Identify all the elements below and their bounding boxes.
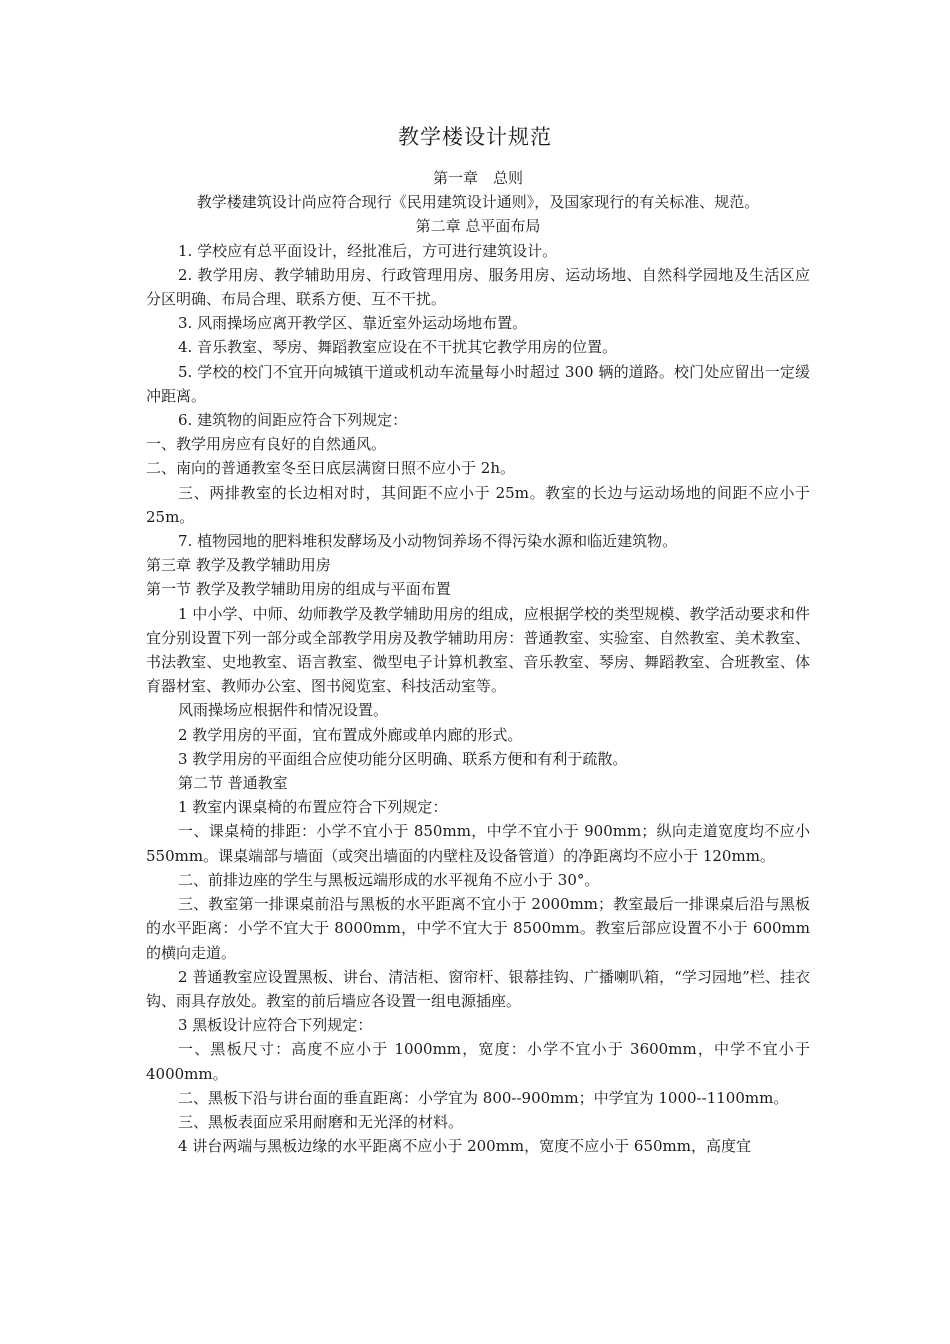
paragraph: 1. 学校应有总平面设计，经批准后，方可进行建筑设计。 — [178, 241, 558, 260]
paragraph: 7. 植物园地的肥料堆积发酵场及小动物饲养场不得污染水源和临近建筑物。 — [178, 532, 678, 551]
paragraph: 6. 建筑物的间距应符合下列规定： — [178, 411, 408, 430]
paragraph: 4. 音乐教室、琴房、舞蹈教室应设在不干扰其它教学用房的位置。 — [178, 338, 618, 357]
paragraph: 第三章 教学及教学辅助用房 — [146, 556, 331, 575]
paragraph: 一、黑板尺寸：高度不应小于 1000mm，宽度：小学不宜小于 3600mm，中学不宜小于 4000mm。 — [146, 1040, 810, 1083]
paragraph: 1 教室内课桌椅的布置应符合下列规定： — [178, 798, 448, 817]
paragraph: 教学楼建筑设计尚应符合现行《民用建筑设计通则》，及国家现行的有关标准、规范。 — [196, 193, 760, 212]
paragraph: 2. 教学用房、教学辅助用房、行政管理用房、服务用房、运动场地、自然科学园地及生活区应分区明确、布局合理、联系方便、互不干扰。 — [146, 265, 810, 309]
paragraph: 一、课桌椅的排距：小学不宜小于 850mm，中学不宜小于 900mm；纵向走道宽度均不应小 550mm。课桌端部与墙面（或突出墙面的内壁柱及设备管道）的净距离均不应小于 120mm。 — [146, 822, 810, 865]
paragraph: 1 中小学、中师、幼师教学及教学辅助用房的组成，应根据学校的类型规模、教学活动要求和件宜分别设置下列一部分或全部教学用房及教学辅助用房：普通教室、实验室、自然教室、美术教室、书法教室、史地教室、语言教室、微型电子计算机教室、音乐教室、琴房、舞蹈教室、合班教室、体育器材室、教师办公室、图书阅览室、科技活动室等。 — [146, 604, 810, 696]
paragraph: 5. 学校的校门不宜开向城镇干道或机动车流量每小时超过 300 辆的道路。校门处应留出一定缓冲距离。 — [146, 362, 810, 405]
paragraph: 第一章 总则 — [432, 169, 523, 187]
paragraph: 风雨操场应根据件和情况设置。 — [178, 701, 389, 720]
document-title: 教学楼设计规范 — [398, 125, 552, 149]
paragraph: 2 教学用房的平面，宜布置成外廊或单内廊的形式。 — [178, 725, 523, 744]
paragraph: 三、黑板表面应采用耐磨和无光泽的材料。 — [178, 1112, 464, 1131]
paragraph: 3 教学用房的平面组合应使功能分区明确、联系方便和有利于疏散。 — [178, 749, 628, 768]
paragraph: 二、前排边座的学生与黑板远端形成的水平视角不应小于 30°。 — [178, 870, 600, 889]
paragraph: 一、教学用房应有良好的自然通风。 — [146, 435, 387, 454]
paragraph: 第一节 教学及教学辅助用房的组成与平面布置 — [146, 580, 451, 599]
paragraph: 第二节 普通教室 — [178, 774, 288, 793]
paragraph: 2 普通教室应设置黑板、讲台、清洁柜、窗帘杆、银幕挂钩、广播喇叭箱，“学习园地”栏、挂衣钩、雨具存放处。教室的前后墙应各设置一组电源插座。 — [146, 967, 810, 1010]
paragraph: 4 讲台两端与黑板边缘的水平距离不应小于 200mm，宽度不应小于 650mm，高度宜 — [178, 1137, 752, 1156]
paragraph: 三、教室第一排课桌前沿与黑板的水平距离不宜小于 2000mm；教室最后一排课桌后沿与黑板的水平距离：小学不宜大于 8000mm，中学不宜大于 8500mm。教室后部应设置不小于 600mm 的横向走道。 — [146, 895, 810, 962]
paragraph: 二、黑板下沿与讲台面的垂直距离：小学宜为 800--900mm；中学宜为 1000--1100mm。 — [178, 1088, 789, 1107]
paragraph: 3 黑板设计应符合下列规定： — [178, 1016, 373, 1035]
paragraph: 3. 风雨操场应离开教学区、靠近室外运动场地布置。 — [178, 314, 528, 333]
paragraph: 三、两排教室的长边相对时，其间距不应小于 25m。教室的长边与运动场地的间距不应小于 25m。 — [146, 483, 810, 526]
paragraph: 二、南向的普通教室冬至日底层满窗日照不应小于 2h。 — [146, 459, 515, 478]
paragraph: 第二章 总平面布局 — [415, 217, 541, 236]
document-body — [146, 166, 810, 1158]
